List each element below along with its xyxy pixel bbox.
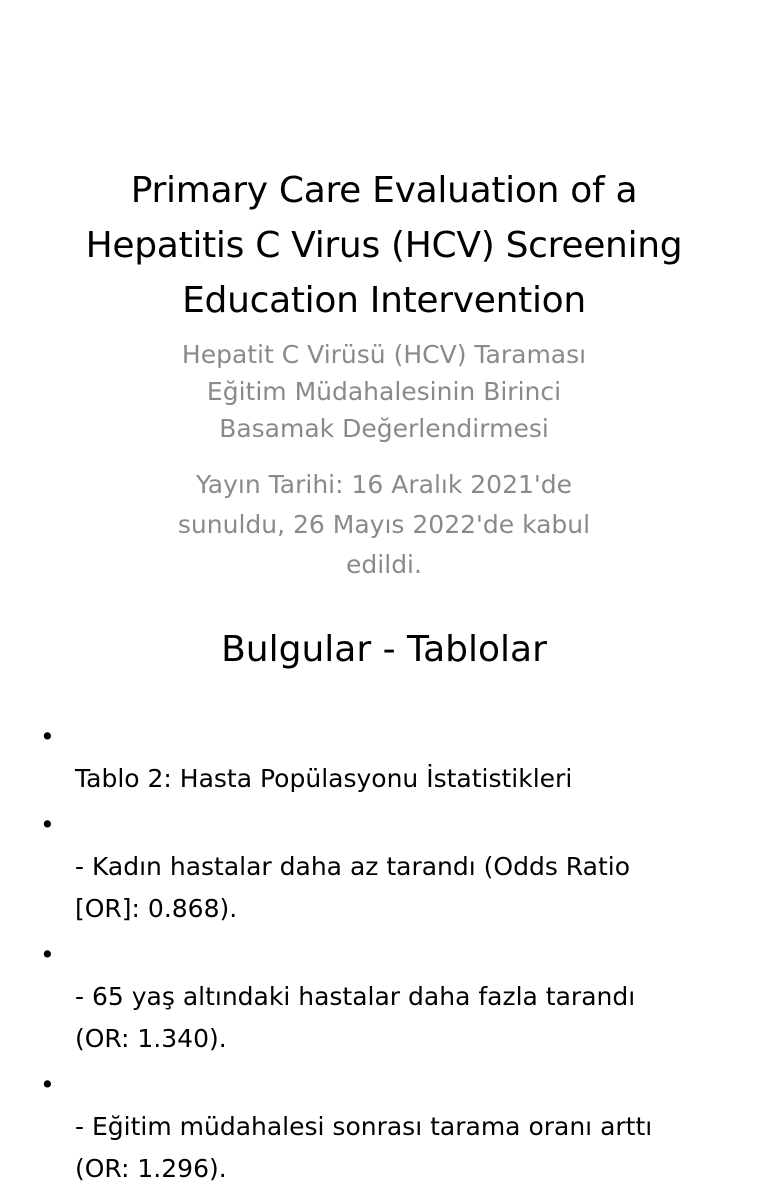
list-item-text: Tablo 2: Hasta Popülasyonu İstatistikleri bbox=[75, 764, 573, 793]
list-item-text: - Kadın hastalar daha az tarandı (Odds Ratio [OR]: 0.868). bbox=[75, 852, 630, 923]
slide-title: Primary Care Evaluation of a Hepatitis C Virus (HCV) Screening Education Intervention bbox=[85, 170, 683, 321]
publication-date: Yayın Tarihi: 16 Aralık 2021'de sunuldu, 26 Mayıs 2022'de kabul edildi. bbox=[177, 470, 591, 579]
bullet-icon: • bbox=[40, 722, 55, 751]
slide-subtitle-turkish: Hepatit C Virüsü (HCV) Taraması Eğitim Müdahalesinin Birinci Basamak Değerlendirmesi bbox=[181, 340, 587, 443]
bullet-icon: • bbox=[40, 1070, 55, 1099]
findings-list bbox=[40, 716, 740, 1194]
bullet-icon: • bbox=[40, 810, 55, 839]
list-item bbox=[40, 1064, 740, 1190]
list-item bbox=[40, 934, 740, 1060]
list-item-text: - 65 yaş altındaki hastalar daha fazla tarandı (OR: 1.340). bbox=[75, 982, 636, 1053]
list-item-text: - Eğitim müdahalesi sonrası tarama oranı arttı (OR: 1.296). bbox=[75, 1112, 653, 1183]
bullet-icon: • bbox=[40, 940, 55, 969]
section-heading: Bulgular - Tablolar bbox=[221, 629, 547, 670]
list-item bbox=[40, 804, 740, 930]
list-item bbox=[40, 716, 740, 800]
